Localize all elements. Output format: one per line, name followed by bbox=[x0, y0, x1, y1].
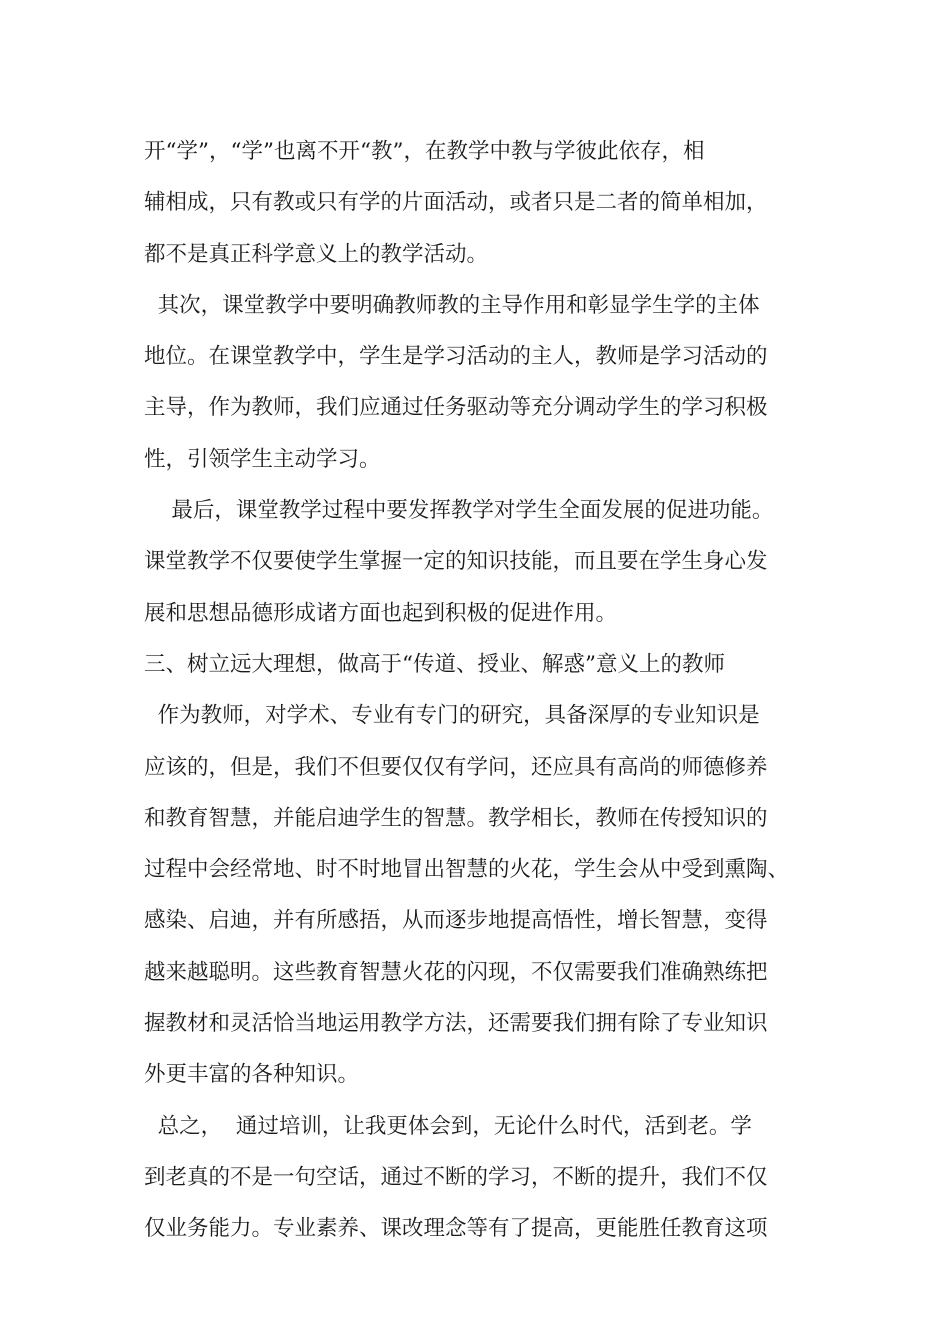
text-line: 到老真的不是一句空话，通过不断的学习，不断的提升，我们不仅 bbox=[144, 1164, 768, 1190]
text-line: 其次，课堂教学中要明确教师教的主导作用和彰显学生学的主体 bbox=[144, 292, 760, 318]
text-line: 开“学”，“学”也离不开“教”，在教学中教与学彼此依存，相 bbox=[144, 139, 705, 164]
text-line: 最后，课堂教学过程中要发挥教学对学生全面发展的促进功能。 bbox=[144, 498, 774, 524]
text-line: 展和思想品德形成诸方面也起到积极的促进作用。 bbox=[144, 600, 618, 626]
text-line: 作为教师，对学术、专业有专门的研究，具备深厚的专业知识是 bbox=[144, 703, 760, 729]
text-line: 握教材和灵活恰当地运用教学方法，还需要我们拥有除了专业知识 bbox=[144, 1011, 768, 1037]
text-line: 仅业务能力。专业素养、课改理念等有了提高，更能胜任教育这项 bbox=[144, 1216, 768, 1242]
text-line: 和教育智慧，并能启迪学生的智慧。教学相长，教师在传授知识的 bbox=[144, 805, 768, 831]
text-line: 地位。在课堂教学中，学生是学习活动的主人，教师是学习活动的 bbox=[144, 344, 768, 370]
text-line: 课堂教学不仅要使学生掌握一定的知识技能，而且要在学生身心发 bbox=[144, 549, 768, 575]
text-line: 总之， 通过培训，让我更体会到，无论什么时代，活到老。学 bbox=[144, 1113, 752, 1139]
body-text bbox=[144, 126, 844, 1255]
text-line: 性，引领学生主动学习。 bbox=[144, 446, 381, 472]
section-heading: 三、树立远大理想，做高于“传道、授业、解惑”意义上的教师 bbox=[144, 651, 725, 677]
text-line: 过程中会经常地、时不时地冒出智慧的火花，学生会从中受到熏陶、 bbox=[144, 857, 790, 883]
text-line: 辅相成，只有教或只有学的片面活动，或者只是二者的简单相加， bbox=[144, 190, 768, 216]
text-line: 越来越聪明。这些教育智慧火花的闪现，不仅需要我们准确熟练把 bbox=[144, 959, 768, 985]
text-line: 主导，作为教师，我们应通过任务驱动等充分调动学生的学习积极 bbox=[144, 395, 768, 421]
text-line: 都不是真正科学意义上的教学活动。 bbox=[144, 241, 489, 267]
text-line: 应该的，但是，我们不但要仅仅有学问，还应具有高尚的师德修养 bbox=[144, 754, 768, 780]
text-line: 感染、启迪，并有所感捂，从而逐步地提高悟性，增长智慧，变得 bbox=[144, 908, 768, 934]
text-line: 外更丰富的各种知识。 bbox=[144, 1062, 360, 1088]
